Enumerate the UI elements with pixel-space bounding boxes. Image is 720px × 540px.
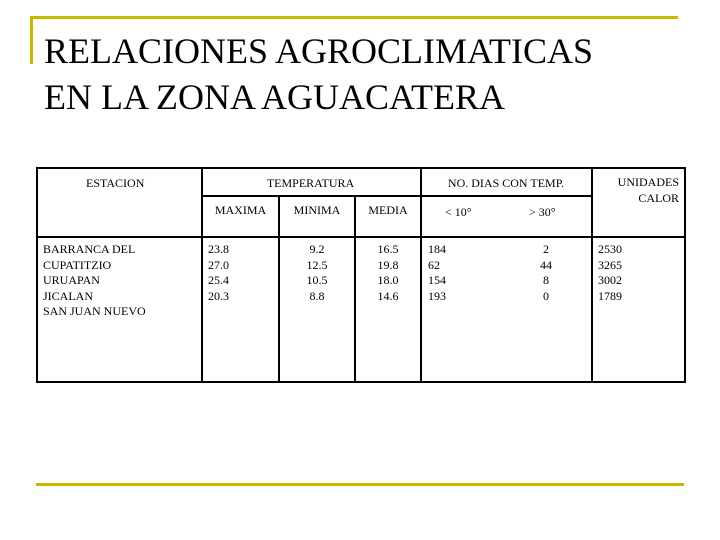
- unidades-value: 3002: [598, 273, 622, 287]
- media-column: [356, 242, 420, 304]
- maxima-value: 27.0: [208, 257, 229, 272]
- menor-10-value: 62: [428, 257, 440, 272]
- estacion-name: JICALAN: [43, 288, 93, 303]
- menor-10-column: [428, 242, 446, 304]
- mayor-30-column: [524, 242, 568, 304]
- header-temperatura: TEMPERATURA: [266, 176, 355, 190]
- estacion-name: CUPATITZIO: [43, 257, 112, 272]
- maxima-value: 25.4: [208, 273, 229, 287]
- unidades-column: [598, 242, 622, 304]
- header-mayor-30: > 30°: [529, 205, 556, 219]
- maxima-value: 20.3: [208, 288, 229, 303]
- media-value: 14.6: [377, 288, 399, 303]
- header-bottom-line: [38, 236, 684, 238]
- col-divider: [201, 169, 203, 381]
- menor-10-value: 193: [428, 288, 446, 303]
- title-line-1: RELACIONES AGROCLIMATICAS: [44, 31, 594, 71]
- header-menor-10: < 10°: [445, 205, 472, 219]
- header-minima: MINIMA: [293, 203, 341, 217]
- estacion-name: URUAPAN: [43, 273, 100, 287]
- media-value: 16.5: [377, 242, 399, 256]
- mayor-30-value: 44: [540, 257, 552, 272]
- header-calor: CALOR: [638, 191, 679, 205]
- header-maxima: MAXIMA: [214, 203, 267, 217]
- mayor-30-value: 0: [543, 288, 549, 303]
- header-media: MEDIA: [368, 203, 408, 217]
- estacion-name: BARRANCA DEL: [43, 242, 136, 256]
- minima-value: 8.8: [309, 288, 325, 303]
- minima-value: 9.2: [309, 242, 325, 256]
- minima-column: [280, 242, 354, 304]
- mayor-30-value: 8: [543, 273, 549, 287]
- maxima-column: [208, 242, 229, 304]
- accent-line-bottom: [36, 483, 684, 486]
- slide-title: [44, 28, 593, 120]
- unidades-value: 1789: [598, 288, 622, 303]
- maxima-value: 23.8: [208, 242, 229, 256]
- minima-value: 12.5: [306, 257, 328, 272]
- header-unidades: UNIDADES: [617, 175, 679, 189]
- header-estacion: ESTACION: [86, 176, 145, 190]
- header-no-dias: NO. DIAS CON TEMP.: [447, 176, 565, 190]
- col-divider: [420, 169, 422, 381]
- media-value: 19.8: [377, 257, 399, 272]
- header-divider: [201, 195, 591, 197]
- mayor-30-value: 2: [543, 242, 549, 256]
- media-value: 18.0: [377, 273, 399, 287]
- title-line-2: EN LA ZONA AGUACATERA: [44, 77, 506, 117]
- data-table: [36, 167, 686, 383]
- menor-10-value: 154: [428, 273, 446, 287]
- minima-value: 10.5: [306, 273, 328, 287]
- menor-10-value: 184: [428, 242, 446, 256]
- unidades-value: 3265: [598, 257, 622, 272]
- estacion-list: [43, 242, 146, 320]
- unidades-value: 2530: [598, 242, 622, 256]
- accent-line-left: [30, 16, 33, 64]
- accent-line-top: [30, 16, 678, 19]
- estacion-name: SAN JUAN NUEVO: [43, 304, 146, 318]
